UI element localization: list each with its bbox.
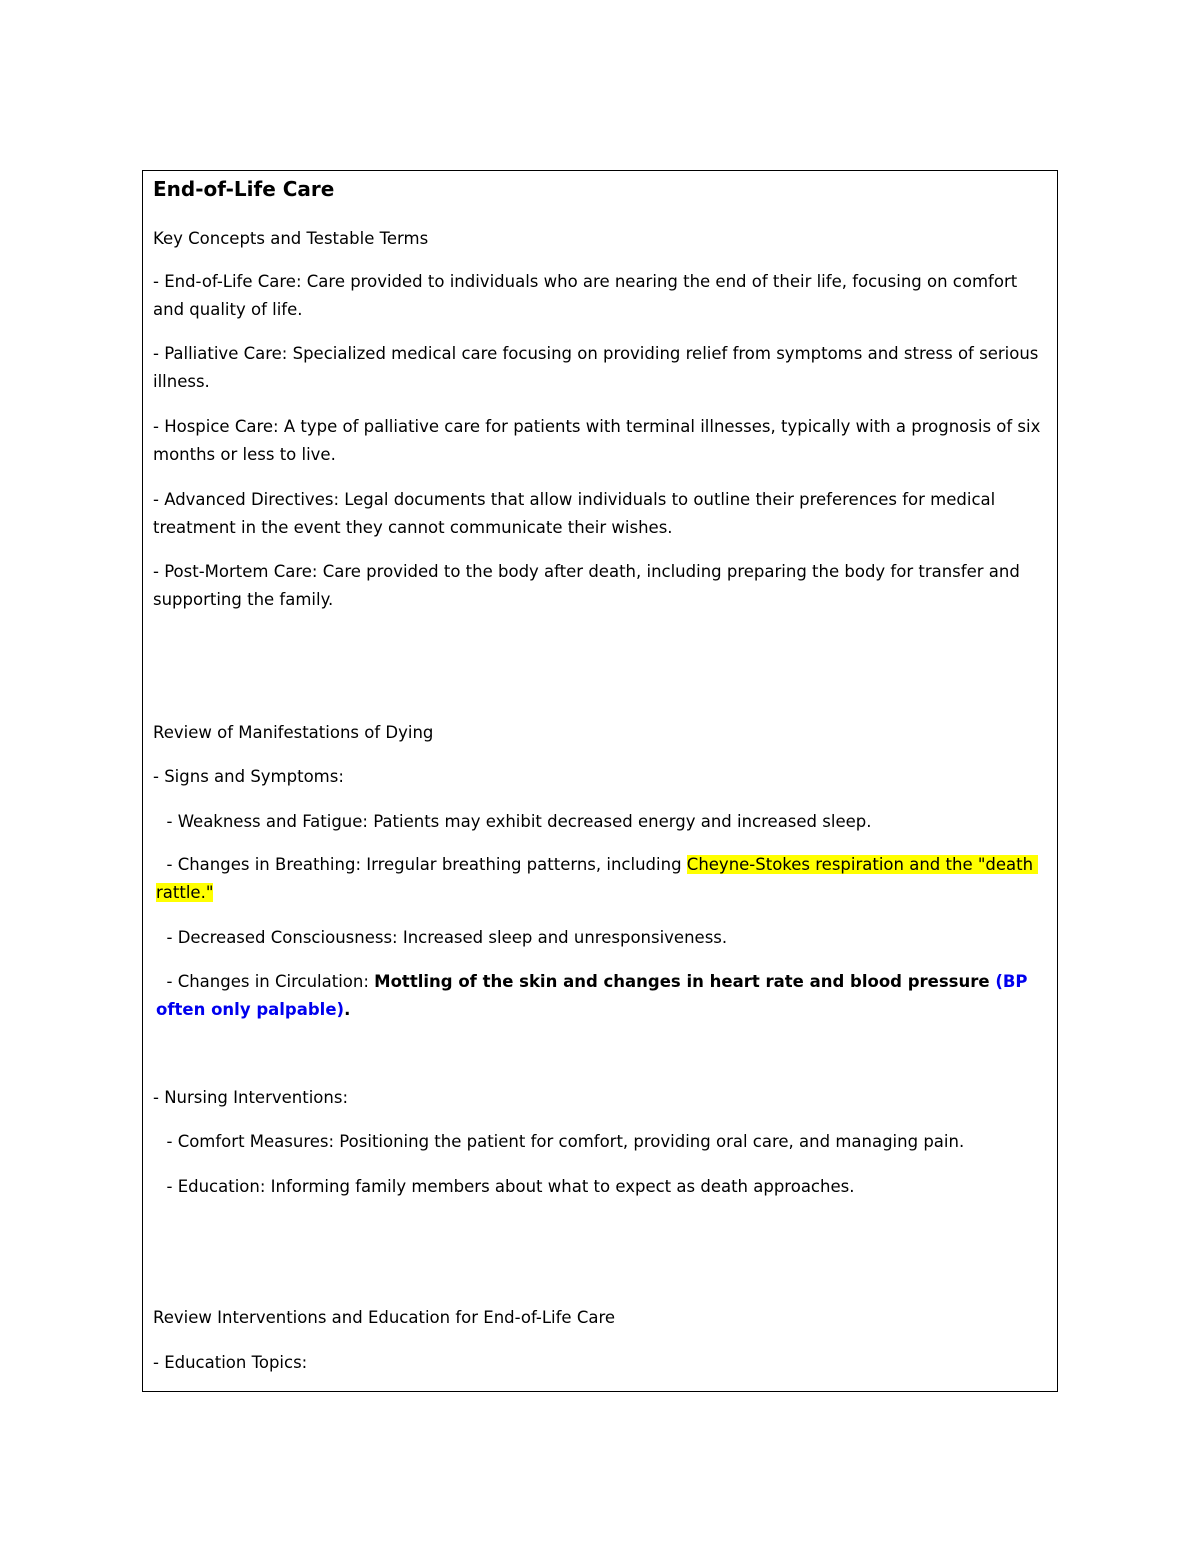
document-title: End-of-Life Care bbox=[153, 177, 335, 201]
intervention-education: - Education: Informing family members about what to expect as death approaches. bbox=[156, 1177, 855, 1196]
signs-symptoms-heading: - Signs and Symptoms: bbox=[153, 767, 344, 786]
intervention-comfort-measures: - Comfort Measures: Positioning the patient for comfort, providing oral care, and managing pain. bbox=[156, 1132, 965, 1151]
breathing-highlight: Cheyne-Stokes respiration and the "death rattle." bbox=[156, 855, 1039, 902]
section-heading-interventions-education: Review Interventions and Education for End-of-Life Care bbox=[153, 1308, 616, 1327]
education-topics-heading: - Education Topics: bbox=[153, 1353, 308, 1372]
circulation-blue: (BP often only palpable) bbox=[156, 972, 1034, 1019]
term-advanced-directives: - Advanced Directives: Legal documents that allow individuals to outline their preferences for medical treatment in the event they cannot communicate their wishes. bbox=[153, 490, 996, 537]
document-border-box bbox=[142, 170, 1058, 1392]
nursing-interventions-heading: - Nursing Interventions: bbox=[153, 1088, 349, 1107]
section-heading-key-concepts: Key Concepts and Testable Terms bbox=[153, 229, 429, 248]
circulation-period: . bbox=[344, 1000, 351, 1019]
sign-decreased-consciousness: - Decreased Consciousness: Increased sleep and unresponsiveness. bbox=[156, 928, 728, 947]
term-post-mortem-care: - Post-Mortem Care: Care provided to the body after death, including preparing the body for transfer and supporting the family. bbox=[153, 562, 1020, 609]
section-heading-manifestations: Review of Manifestations of Dying bbox=[153, 723, 434, 742]
term-hospice-care: - Hospice Care: A type of palliative care for patients with terminal illnesses, typically with a prognosis of six months or less to live. bbox=[153, 417, 1041, 464]
sign-weakness-fatigue: - Weakness and Fatigue: Patients may exhibit decreased energy and increased sleep. bbox=[156, 812, 872, 831]
term-palliative-care: - Palliative Care: Specialized medical care focusing on providing relief from symptoms and stress of serious illness. bbox=[153, 344, 1039, 391]
sign-changes-circulation bbox=[153, 968, 1048, 1024]
breathing-text: - Changes in Breathing: Irregular breathing patterns, including bbox=[156, 855, 687, 874]
term-end-of-life-care: - End-of-Life Care: Care provided to individuals who are nearing the end of their life, focusing on comfort and quality of life. bbox=[153, 272, 1018, 319]
circulation-text: - Changes in Circulation: bbox=[156, 972, 375, 991]
circulation-bold: Mottling of the skin and changes in heart rate and blood pressure bbox=[374, 972, 996, 991]
sign-changes-breathing bbox=[153, 851, 1048, 907]
